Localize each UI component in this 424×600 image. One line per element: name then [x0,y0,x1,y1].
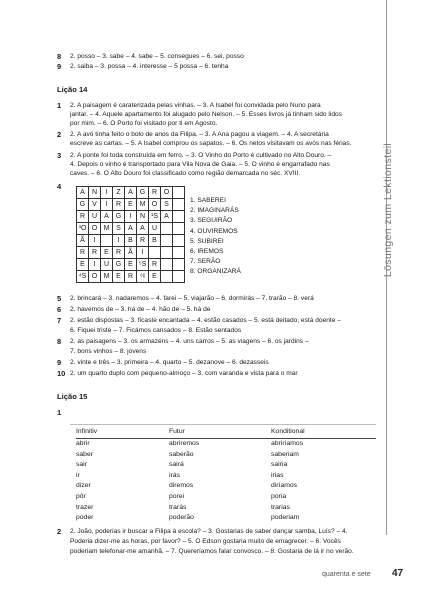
answer-line: 4. Depois o vinho é transportado para Vila Nova de Gaia. – 5. O vinho é engarrafado nas [70,161,330,168]
answer-line: por mim. – 6. O Porto foi visitado por ti em Agosto. [70,120,218,127]
item-number: 1 [57,408,62,417]
item-number: 7 [57,316,62,325]
table-cell: trarás [169,503,187,511]
word-list-item: 5. SUBIREI [190,237,224,245]
item-number: 10 [57,369,66,378]
table-cell: saberiam [271,450,299,458]
grid-cell: M [101,271,113,283]
grid-cell [173,223,185,235]
table-row [76,450,376,461]
table-body [76,439,376,524]
answer-line: 2. as paisagens – 3. os armazéns – 4. uns carros – 5. as viagens – 6. os jardins – [70,338,309,345]
grid-cell [161,271,173,283]
grid-cell: I [89,235,101,247]
grid-cell [161,223,173,235]
grid-cell: I [125,211,137,223]
answer-line: 2. brincará – 3. nadaremos – 4. farei – 5. viajarão – 6. dormirás – 7. trarão – 8. verá [70,295,314,302]
page-number: 47 [392,568,404,579]
grid-cell [173,199,185,211]
grid-cell: N [137,211,149,223]
grid-cell: R [77,211,89,223]
grid-cell: E [149,271,161,283]
answer-line: 2. saiba – 3. possa – 4. interesse – 5 possa – 6. tenha [70,63,229,70]
grid-cell: E [77,259,89,271]
grid-cell [173,235,185,247]
table-cell: pôr [76,492,86,500]
word-list-item: 3. SEGUIRÃO [190,217,233,225]
grid-cell: I [137,247,149,259]
grid-cell: O [149,199,161,211]
answer-line: poderiam telefonar-me amanhã. – 7. Quereríamos falar convosco. – 8. Gostaria de lá ir no verão. [70,548,354,555]
item-number: 8 [57,337,62,346]
grid-cell: M [101,223,113,235]
grid-cell: Ã [77,235,89,247]
item-number: 9 [57,358,62,367]
grid-cell: ³O [77,223,89,235]
grid-cell [173,187,185,199]
word-puzzle-grid [76,186,185,283]
table-row [76,492,376,503]
table-cell: poder [76,514,94,522]
grid-cell: A [101,211,113,223]
word-list-item: 8. ORGANIZARÁ [190,268,241,276]
table-cell: sairia [271,461,288,469]
item-number: 8 [57,52,62,61]
grid-cell [173,247,185,259]
section-title: Lição 14 [57,85,88,94]
grid-cell: N [89,187,101,199]
word-list-item: 1. SABEREI [190,197,226,204]
table-cell: poderão [169,514,194,522]
word-list [190,196,241,278]
answer-line: 7. bons vinhos – 8. jovens [70,348,147,355]
item-number: 5 [57,294,62,303]
answer-line: jantar. – 4. Aquele apartamento foi alugado pelo Nelson. – 5. Esses livros já tinham sido lidos [70,111,342,118]
table-cell: dizer [76,482,91,490]
grid-cell: E [113,271,125,283]
answer-line: Poderia dizer-me as horas, por favor? – 5. O Edson gostaria muito de emagrecer. – 6. Vocês [70,538,341,545]
grid-cell: V [89,199,101,211]
grid-cell: R [77,247,89,259]
grid-cell: R [125,271,137,283]
table-row [76,471,376,482]
word-list-item: 2. IMAGINARÁS [190,207,239,215]
item-number: 1 [57,101,62,110]
grid-cell: A [125,223,137,235]
verb-table [76,426,376,524]
grid-cell: G [137,187,149,199]
table-cell: saber [76,450,94,458]
grid-cell: U [149,223,161,235]
grid-cell [161,259,173,271]
grid-cell [161,247,173,259]
table-top-rule [70,424,376,425]
side-title: Lösungen zum Lektionsteil [382,142,394,278]
item-number: 9 [57,62,62,71]
grid-cell: R [113,199,125,211]
word-list-item: 4. OUVIREMOS [190,227,238,235]
grid-cell: ¹S [149,211,161,223]
grid-cell: I [89,259,101,271]
answer-line: 2. um quarto duplo com pequeno-almoço – 3. com varanda e vista para o mar [70,370,298,377]
answer-line: 2. havemos de – 3. há de – 4. hão de – 5. há de [70,306,211,313]
grid-cell: S [113,223,125,235]
table-row [76,460,376,471]
grid-cell [173,271,185,283]
grid-cell [101,235,113,247]
table-cell: abrir [76,440,90,447]
grid-cell: I [101,187,113,199]
table-cell: ir [76,471,80,479]
grid-cell [149,247,161,259]
item-number: 2 [57,527,62,536]
table-cell: trarias [271,503,290,511]
grid-cell: U [89,211,101,223]
section-title: Lição 15 [57,392,88,401]
table-cell: sair [76,461,87,469]
grid-cell: G [113,259,125,271]
column-header: Infinitiv [76,428,98,435]
table-cell: porei [169,492,185,500]
item-number: 6 [57,305,62,314]
answer-line: caves. – 6. O Alto Douro foi classificado como região demarcada no séc. XVIII. [70,170,301,177]
grid-cell: Z [113,187,125,199]
table-cell: diríamos [271,482,298,490]
grid-cell: E [101,247,113,259]
table-row [76,503,376,514]
table-header [76,426,376,439]
answer-line: 2. A paisagem é caraterizada pelas vinhas. – 3. A Isabel foi convidada pelo Nuno para [70,102,321,109]
grid-cell: R [89,247,101,259]
grid-cell: B [125,235,137,247]
grid-cell [173,259,185,271]
answer-line: escreve as cartas. – 5. A Isabel comprou os sapatos. – 6. Os netos visitavam os avós nas férias. [70,140,352,147]
table-cell: poria [271,492,287,500]
answer-line: 2. A ponte foi toda construída em ferro. – 3. O Vinho do Porto é cultivado no Alto Douro. – [70,152,332,159]
grid-cell: O [89,271,101,283]
word-list-item: 6. IREMOS [190,248,224,256]
grid-cell [173,211,185,223]
table-cell: saberão [169,450,194,458]
grid-cell: R [149,187,161,199]
grid-cell: A [125,187,137,199]
answer-line: 2. estão dispostas – 3. ficaste encantada – 4. estão casados – 5. está deitado, está doente – [70,317,341,324]
item-number: 4 [57,182,62,191]
grid-cell: R [137,235,149,247]
grid-cell: B [149,235,161,247]
grid-cell: S [161,199,173,211]
grid-cell: I [113,235,125,247]
footer-text: quarenta e sete [322,571,371,578]
grid-cell: A [77,187,89,199]
table-cell: trazer [76,503,94,511]
table-cell: diremos [169,482,194,490]
table-cell: abriremos [169,440,200,447]
grid-cell: I [101,199,113,211]
grid-cell: ⁴S [77,271,89,283]
grid-cell: E [125,259,137,271]
grid-cell: R [113,247,125,259]
table-row [76,481,376,492]
table-cell: sairá [169,461,184,469]
table-row [76,439,376,450]
grid-cell: A [161,211,173,223]
answer-line: 2. posso – 3. sabe – 4. sabe – 5. consegues – 6. sei, posso [70,53,244,60]
table-cell: poderiam [271,514,300,522]
column-header: Futur [169,428,185,435]
grid-cell: G [113,211,125,223]
grid-cell: ⁶I [137,271,149,283]
table-cell: irias [271,471,284,479]
grid-cell: R [149,259,161,271]
table-row [76,513,376,524]
item-number: 3 [57,151,62,160]
grid-cell: O [89,223,101,235]
side-tab [377,120,399,310]
grid-cell: Ã [125,247,137,259]
table-cell: irás [169,471,180,479]
grid-cell: A [137,223,149,235]
answer-line: 2. vinte e três – 3. primeira – 4. quarto – 5. dezanove – 6. dezasseis [70,359,269,366]
answer-line: 2. João, poderias ir buscar a Filipa à escola? – 3. Gostarias de saber dançar samba, Luís? – 4. [70,528,348,535]
grid-cell: ⁵S [137,259,149,271]
grid-cell [161,235,173,247]
grid-cell: E [125,199,137,211]
grid-cell: O [161,187,173,199]
grid-cell: M [137,199,149,211]
word-list-item: 7. SERÃO [190,258,221,266]
item-number: 2 [57,130,62,139]
answer-line: 2. A avó tinha feito o bolo de anos da Filipa. – 3. A Ana pagou a viagem. – 4. A secretária [70,131,329,138]
grid-cell: G [77,199,89,211]
answer-line: 6. Fiquei triste – 7. Ficámos cansados – 8. Estão sentados [70,327,242,334]
table-cell: abriríamos [271,440,304,447]
column-header: Konditional [271,428,305,435]
grid-cell: U [101,259,113,271]
